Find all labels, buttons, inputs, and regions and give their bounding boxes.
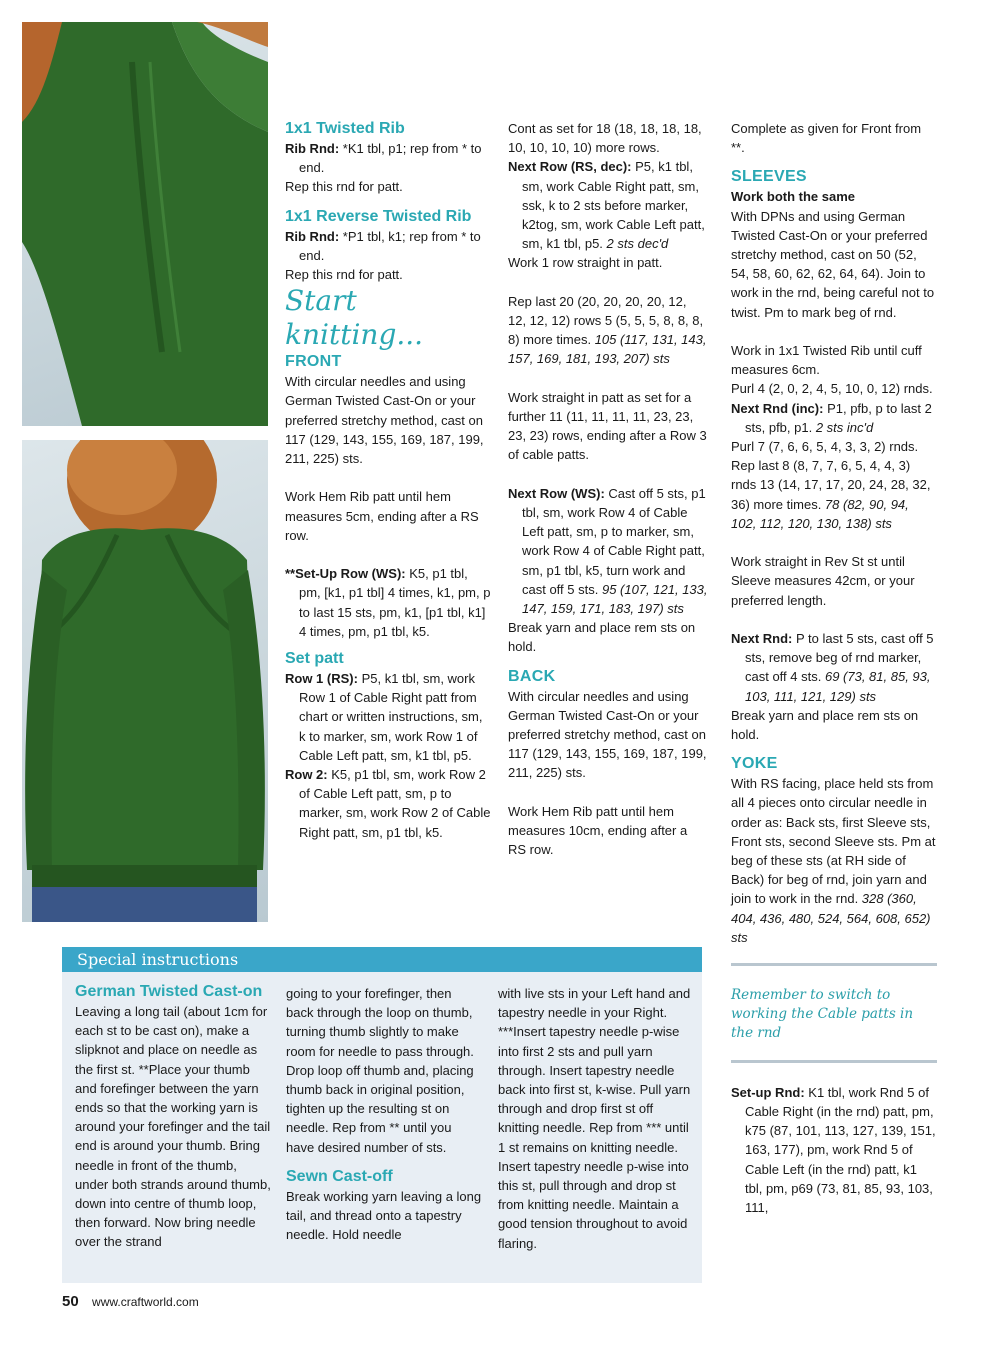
sweater-side-illustration: [22, 22, 268, 426]
set-patt-heading: Set patt: [285, 650, 344, 668]
german-twisted-cast-on-text-b: going to your forefinger, then back through the loop on thumb, turning thumb slightly to make room for needle to pass through. Drop loop off thumb and, placing thumb back in original position, tighten up the resulting st on needle. Rep from ** until you have desired number of sts.: [286, 986, 474, 1155]
cont-rows: Cont as set for 18 (18, 18, 18, 18, 10, 10, 10, 10) more rows.: [508, 121, 702, 156]
work-straight: Work straight in patt as set for a further 11 (11, 11, 11, 11, 23, 23, 23, 23) rows, ending after a Row 3 of cable patts.: [508, 389, 707, 463]
special-instructions-title: Special instructions: [62, 947, 702, 972]
break-yarn: Break yarn and place rem sts on hold.: [508, 620, 696, 655]
special-col-2: [286, 984, 482, 1244]
column-2: [508, 119, 708, 859]
next-rnd-inc: Next Rnd (inc): P1, pfb, p to last 2 sts, pfb, p1. 2 sts inc'd: [731, 400, 932, 435]
sleeves-cast-on: With DPNs and using German Twisted Cast-On or your preferred stretchy method, cast on 50 (52, 54, 58, 60, 62, 62, 64, 64). Join to work in the rnd, being careful not to twist. Pm to mark beg of rnd.: [731, 208, 935, 320]
back-cast-on: With circular needles and using German Twisted Cast-On or your preferred stretchy method, cast on 117 (129, 143, 155, 169, 187, 199, 211, 225) sts.: [508, 688, 707, 781]
front-hem: Work Hem Rib patt until hem measures 5cm, ending after a RS row.: [285, 489, 479, 543]
next-row-dec: Next Row (RS, dec): P5, k1 tbl, sm, work Cable Right patt, sm, ssk, k to 2 sts before marker, k2tog, sm, work Cable Left patt, sm, k1 tbl, p5. 2 sts dec'd: [508, 159, 705, 252]
complete-as-front: Complete as given for Front from **.: [731, 121, 922, 156]
pull-quote: Remember to switch to working the Cable patts in the rnd: [731, 987, 914, 1042]
sleeves-work-straight: Work straight in Rev St st until Sleeve measures 42cm, or your preferred length.: [731, 554, 915, 608]
reverse-rib-rnd: Rib Rnd: *P1 tbl, k1; rep from * to end.: [285, 228, 481, 263]
twisted-rib-heading: 1x1 Twisted Rib: [285, 120, 405, 137]
front-cast-on: With circular needles and using German Twisted Cast-On or your preferred stretchy method, cast on 117 (129, 143, 155, 169, 187, 199, 211, 225) sts.: [285, 374, 484, 467]
next-rnd-cast-off: Next Rnd: P to last 5 sts, cast off 5 sts, remove beg of rnd marker, cast off 4 sts. 69 (73, 81, 85, 93, 103, 111, 121, 129) sts: [731, 631, 934, 704]
work-both: Work both the same: [731, 189, 856, 205]
row-2: Row 2: K5, p1 tbl, sm, work Row 2 of Cable Left patt, sm, p to marker, sm, work Row 2 of Cable Right patt, sm, p1 tbl, k5.: [285, 767, 491, 840]
setup-rnd: Set-up Rnd: K1 tbl, work Rnd 5 of Cable Right (in the rnd) patt, pm, k75 (87, 101, 113, 127, 139, 151, 163, 177), pm, work Rnd 5 of Cable Left (in the rnd) patt, k1 tbl, pm, p69 (73, 81, 85, 93, 103, 111,: [731, 1084, 936, 1215]
reverse-rib-heading: 1x1 Reverse Twisted Rib: [285, 207, 472, 225]
page-footer: [62, 1293, 199, 1310]
front-heading: FRONT: [285, 353, 342, 371]
back-heading: BACK: [508, 667, 556, 685]
rep-last-20: Rep last 20 (20, 20, 20, 20, 12, 12, 12, 12) rows 5 (5, 5, 5, 8, 8, 8, 8) more times. 105 (117, 131, 143, 157, 169, 181, 193, 207) sts: [508, 293, 707, 367]
german-twisted-cast-on-heading: German Twisted Cast-on: [75, 983, 263, 1000]
sewn-cast-off-text-a: Break working yarn leaving a long tail, and thread onto a tapestry needle. Hold needle: [286, 1188, 482, 1243]
sleeves-purl: Purl 4 (2, 0, 2, 4, 5, 10, 0, 12) rnds.: [731, 381, 933, 397]
column-3: [731, 119, 937, 1217]
column-1: [285, 119, 491, 842]
twisted-rib-rnd: Rib Rnd: *K1 tbl, p1; rep from * to end.: [285, 141, 482, 176]
next-row-ws: Next Row (WS): Cast off 5 sts, p1 tbl, sm, work Row 4 of Cable Left patt, sm, p to marker, sm, work Row 4 of Cable Right patt, sm, p1 tbl, k5, turn work and cast off 5 sts. 95 (107, 121, 133, 147, 159, 171, 183, 197) sts: [508, 485, 708, 617]
special-col-3: [498, 984, 694, 1253]
row-1: Row 1 (RS): P5, k1 tbl, sm, work Row 1 of Cable Right patt from chart or written instructions, sm, k to marker, sm, work Row 1 of Cable Left patt, sm, k1 tbl, p5.: [285, 671, 483, 763]
purl-7: Purl 7 (7, 6, 6, 5, 4, 3, 3, 2) rnds.: [731, 439, 919, 455]
sweater-photo-top: [22, 22, 268, 426]
german-twisted-cast-on-text-a: Leaving a long tail (about 1cm for each st to be cast on), make a slipknot and place on needle as the first st. **Place your thumb and forefinger between the yarn ends so that the working yarn is around your forefinger and the tail end is around your thumb. Bring needle in front of the thumb, under both strands around thumb, down into centre of thumb loop, then forward. Now bring needle over the strand: [75, 1004, 271, 1250]
page-number: 50: [62, 1293, 79, 1310]
footer-url[interactable]: www.craftworld.com: [92, 1295, 199, 1309]
sweater-back-illustration: [22, 440, 268, 922]
back-hem: Work Hem Rib patt until hem measures 10cm, ending after a RS row.: [508, 803, 688, 858]
sweater-photo-back: [22, 440, 268, 922]
twisted-rib-repeat: Rep this rnd for patt.: [285, 179, 403, 195]
special-instructions-box: [62, 947, 702, 1283]
sleeves-cuff: Work in 1x1 Twisted Rib until cuff measures 6cm.: [731, 343, 922, 378]
yoke-text: With RS facing, place held sts from all 4 pieces onto circular needle in order as: Back sts, first Sleeve sts, Front sts, second Sleeve sts. Pm at beg of these sts (at RH side of Back) for beg of rnd, join yarn and join to work in the rnd. 328 (360, 404, 436, 480, 524, 564, 608, 652) sts: [731, 776, 936, 945]
rep-last-8: Rep last 8 (8, 7, 7, 6, 5, 4, 4, 3) rnds 13 (14, 17, 17, 20, 24, 28, 32, 36) more times. 78 (82, 90, 94, 102, 112, 120, 130, 138) sts: [731, 458, 931, 531]
sewn-cast-off-heading: Sewn Cast-off: [286, 1167, 393, 1185]
special-col-1: [75, 982, 271, 1252]
sleeves-break-yarn: Break yarn and place rem sts on hold.: [731, 707, 919, 743]
sewn-cast-off-text-b: with live sts in your Left hand and tapestry needle in your Right. ***Insert tapestry needle p-wise into first 2 sts and pull yarn through. Insert tapestry needle back into first st, k-wise. Pull yarn through and drop first st off knitting needle. Rep from *** until 1 st remains on knitting needle. Insert tapestry needle p-wise into this st, pull through and drop st from knitting needle. Maintain a good tension throughout to avoid flaring.: [498, 986, 691, 1251]
reverse-rib-repeat: Rep this rnd for patt.: [285, 267, 403, 283]
start-knitting-heading: Start knitting...: [285, 284, 424, 352]
setup-row: **Set-Up Row (WS): K5, p1 tbl, pm, [k1, p1 tbl] 4 times, k1, pm, p to last 15 sts, pm, k1, [p1 tbl, k1] 4 times, pm, p1 tbl, k5.: [285, 566, 491, 639]
yoke-heading: YOKE: [731, 755, 778, 773]
work-one-row: Work 1 row straight in patt.: [508, 255, 663, 271]
sleeves-heading: SLEEVES: [731, 168, 807, 186]
